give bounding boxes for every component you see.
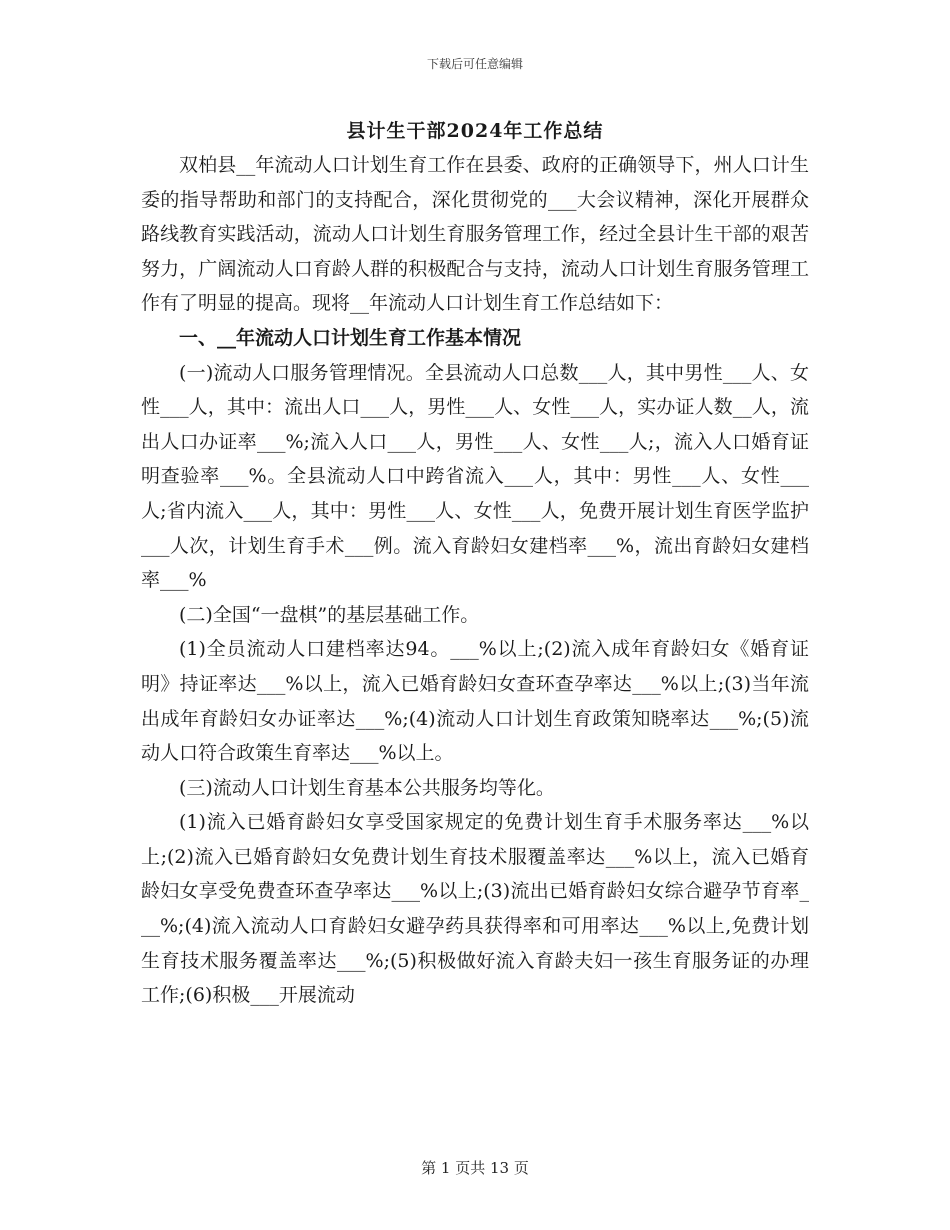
body-paragraph: (1)流入已婚育龄妇女享受国家规定的免费计划生育手术服务率达___%以上;(2)流入已婚育龄妇女免费计划生育技术服覆盖率达___%以上，流入已婚育龄妇女享受免费查环查孕率达___%以上;(3)流出已婚育龄妇女综合避孕节育率___%;(4)流入流动人口育龄妇女避孕药具获得率和可用率达___%以上,免费计划生育技术服务覆盖率达___%;(5)积极做好流入育龄夫妇一孩生育服务证的办理工作;(6)积极___开展流动 xyxy=(141,811,809,1007)
header-note: 下载后可任意编辑 xyxy=(426,57,523,71)
document-body xyxy=(141,148,809,1013)
body-paragraph: (1)全员流动人口建档率达94。___%以上;(2)流入成年育龄妇女《婚育证明》持证率达___%以上，流入已婚育龄妇女查环查孕率达___%以上;(3)当年流出成年育龄妇女办证率达___%;(4)流动人口计划生育政策知晓率达___%;(5)流动人口符合政策生育率达___%以上。 xyxy=(141,638,809,765)
subsection-heading: (三)流动人口计划生育基本公共服务均等化。 xyxy=(179,776,555,799)
intro-paragraph: 双柏县__年流动人口计划生育工作在县委、政府的正确领导下，州人口计生委的指导帮助和部门的支持配合，深化贯彻党的___大会议精神，深化开展群众路线教育实践活动，流动人口计划生育服务管理工作，经过全县计生干部的艰苦努力，广阔流动人口育龄人群的积极配合与支持，流动人口计划生育服务管理工作有了明显的提高。现将__年流动人口计划生育工作总结如下： xyxy=(141,154,809,315)
section-heading: 一、__年流动人口计划生育工作基本情况 xyxy=(179,326,522,349)
subsection-heading: (二)全国“一盘棋”的基层基础工作。 xyxy=(179,603,480,626)
document-title: 县计生干部2024年工作总结 xyxy=(346,120,604,142)
page-footer: 第 1 页共 13 页 xyxy=(421,1159,529,1177)
body-paragraph: (一)流动人口服务管理情况。全县流动人口总数___人，其中男性___人、女性___人，其中：流出人口___人，男性___人、女性___人，实办证人数__人，流出人口办证率___%;流入人口___人，男性___人、女性___人;，流入人口婚育证明查验率___%。全县流动人口中跨省流入___人，其中：男性___人、女性___人;省内流入___人，其中：男性___人、女性___人，免费开展计划生育医学监护___人次，计划生育手术___例。流入育龄妇女建档率___%，流出育龄妇女建档率___% xyxy=(141,361,809,592)
